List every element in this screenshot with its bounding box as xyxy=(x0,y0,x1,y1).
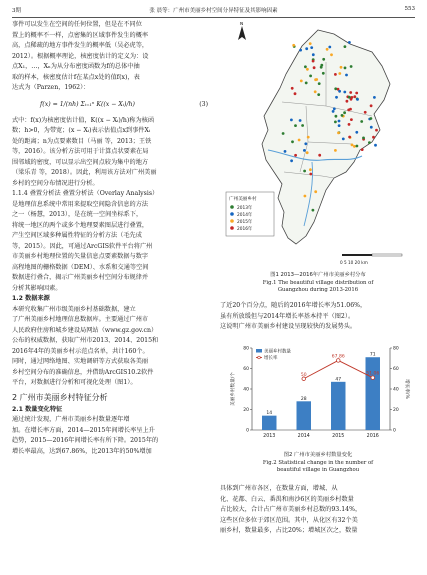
y-tick-label: 0 xyxy=(246,428,249,434)
issue-number: 3期 xyxy=(12,8,21,14)
y-tick-label-right: 20 xyxy=(393,408,399,414)
village-marker xyxy=(350,65,353,68)
legend-marker xyxy=(230,226,234,230)
x-tick-label: 2016 xyxy=(366,434,379,439)
village-marker xyxy=(343,91,346,94)
text-line: 事件可以发生在空间的任何位置，但是在不同位 xyxy=(12,21,142,28)
legend-marker xyxy=(230,219,234,223)
village-marker xyxy=(341,114,344,117)
bar-data-label: 71 xyxy=(369,352,376,358)
text-line: 之一（杨慧，2013），是在统一空间坐标系下， xyxy=(12,211,143,218)
text-line: 是地理信息系统中常用来提取空间隐含信息的方法 xyxy=(12,200,149,208)
village-marker xyxy=(309,75,312,78)
running-title: 张 晨等：广州市美丽乡村空间分异特征及其影响因素 xyxy=(149,8,278,14)
village-marker xyxy=(314,78,317,81)
text-line: 了近20个百分点，随后的2016年增长率为51.06%， xyxy=(220,302,367,309)
village-marker xyxy=(305,82,308,85)
village-marker xyxy=(370,104,373,107)
village-marker xyxy=(370,117,373,120)
village-marker xyxy=(322,72,325,75)
village-marker xyxy=(309,173,312,176)
text-line: 将统一地区的两个或多个地理要素图层进行叠置， xyxy=(12,221,149,229)
fig2-caption-en: Fig.2 Statistical change in the number of xyxy=(262,459,374,466)
village-marker xyxy=(322,58,325,61)
bar-line-chart xyxy=(226,338,412,450)
village-marker xyxy=(334,87,337,90)
text-line: 数据进行叠合，揭示广州美丽乡村空间分布规律并 xyxy=(12,274,149,281)
text-line: 取的样本，核密度估计f在某点x处的值f(x)，表 xyxy=(12,73,140,81)
y-tick-label: 80 xyxy=(243,346,249,352)
paragraph-growth-rate xyxy=(220,301,416,333)
village-marker xyxy=(334,73,337,76)
village-marker xyxy=(314,90,317,93)
village-marker xyxy=(320,64,323,67)
village-marker xyxy=(375,129,378,132)
text-line: 处的距离；n为点要素数目（马丽 等，2013；王铁 xyxy=(12,137,152,145)
bar-data-label: 14 xyxy=(266,411,273,417)
bar xyxy=(262,416,276,430)
x-tick-label: 2014 xyxy=(297,434,310,439)
left-column xyxy=(12,20,210,457)
y-tick-label: 60 xyxy=(243,367,249,373)
text-line: 平台，对数据进行分析和可视化处理（图1）。 xyxy=(12,379,137,386)
fig1-caption-zh: 图1 2013—2016年广州市美丽乡村分布 xyxy=(270,272,366,278)
village-marker xyxy=(364,111,367,114)
section-2-heading: 2 广州市美丽乡村特征分析 xyxy=(12,392,108,402)
text-line: 等，2015）。因此，可通过ArcGIS软件平台将广州 xyxy=(12,242,153,250)
village-marker xyxy=(299,119,302,122)
village-marker xyxy=(305,47,308,50)
text-line: 通过统计发现，广州市美丽乡村数量逐年增 xyxy=(12,416,130,423)
text-line: 点X₁，…，Xₙ为从分布密度函数为f的总体中抽 xyxy=(12,63,140,70)
legend-label: 2015年 xyxy=(237,220,253,225)
village-marker xyxy=(294,124,297,127)
legend-line-label: 增长率 xyxy=(264,356,278,361)
text-line: 占比较大，合计占广州市美丽乡村总数的93.14%， xyxy=(220,506,362,513)
text-line: 本研究收集广州市级美丽乡村基础数据，建立 xyxy=(12,305,136,313)
paragraph-data-source xyxy=(12,305,210,389)
text-line: 达式为（Parzen，1962）： xyxy=(12,84,90,91)
legend-label: 2013年 xyxy=(237,206,253,211)
figure-1-caption xyxy=(222,272,414,295)
text-line: 乡村空间分布的准确信息，并借助ArcGIS10.2软件 xyxy=(12,368,154,376)
text-line: 置上的概率不一样，点密集的区域事件发生的概率 xyxy=(12,31,149,39)
north-arrow-icon xyxy=(238,22,246,40)
legend-label: 2014年 xyxy=(237,213,253,218)
text-line: 化、花都、白云、番禺和南沙6区的美丽乡村数量 xyxy=(220,495,354,503)
text-line: 加。在增长率方面，2014—2015年间增长率呈上升 xyxy=(12,426,155,434)
y-tick-label-right: 40 xyxy=(393,387,399,393)
y-axis-label-left: 美丽乡村数量/个 xyxy=(231,372,236,406)
text-line: 趋势，2015—2016年间增长率有所下降。2015年的 xyxy=(12,437,159,444)
village-marker xyxy=(360,120,363,123)
text-line: 乡村的空间分布情况进行分析。 xyxy=(12,179,99,187)
village-marker xyxy=(284,150,287,153)
map-legend xyxy=(226,192,274,236)
village-marker xyxy=(348,96,351,99)
village-marker xyxy=(373,96,376,99)
village-marker xyxy=(291,87,294,90)
village-marker xyxy=(303,170,306,173)
village-marker xyxy=(356,145,359,148)
bar xyxy=(366,357,380,430)
village-marker xyxy=(372,136,375,139)
y-tick-label: 40 xyxy=(243,387,249,393)
text-line: 高，点稀疏的地方事件发生的概率低（吴必虎等， xyxy=(12,42,149,49)
subsection-2-1: 2.1 数量变化特征 xyxy=(12,405,63,413)
village-marker xyxy=(362,137,365,140)
y-tick-label-right: 60 xyxy=(393,367,399,373)
village-marker xyxy=(368,141,371,144)
village-marker xyxy=(318,154,321,157)
village-marker xyxy=(290,159,293,162)
page-number: 553 xyxy=(404,6,415,12)
village-marker xyxy=(355,92,358,95)
text-line: 高程地图的栅格数据（DEM）、水系和交通等空间 xyxy=(12,263,149,271)
legend-bar-label: 美丽乡村数量 xyxy=(264,349,291,355)
village-marker xyxy=(299,49,302,52)
village-marker xyxy=(326,48,329,51)
village-marker xyxy=(347,109,350,112)
text-line: 等，2016）。该分析方法可用于计算点状要素在局 xyxy=(12,148,149,155)
equation-text: f(x) = 1/(nh) Σᵢ₌₁ⁿ K((x − Xᵢ)/h) xyxy=(40,100,135,108)
bar xyxy=(297,401,311,430)
text-line: 式中：f(x)为核密度估计值，K((x − Xᵢ)/h)称为核函 xyxy=(12,116,155,124)
village-marker xyxy=(338,90,341,93)
text-line: 市美丽乡村地理位置的矢量信息点要素数据与数字 xyxy=(12,253,149,260)
village-marker xyxy=(344,67,347,70)
village-marker xyxy=(312,53,315,56)
fig1-caption-en: Fig.1 The beautiful village distribution of xyxy=(262,279,374,286)
bar xyxy=(331,382,345,430)
text-line: 公布的权威数据，获取广州市2013、2014、2015和 xyxy=(12,337,159,344)
figure-1-map xyxy=(222,22,414,270)
village-marker xyxy=(292,44,295,47)
rate-data-label: 50 xyxy=(300,372,307,378)
village-marker xyxy=(344,45,347,48)
village-marker xyxy=(348,136,351,139)
text-line: 围邻域的密度，可以显示出空间点较为集中的地方 xyxy=(12,158,149,166)
text-line: 增长率最高，达到67.86%，比2013年的50%增加 xyxy=(12,447,152,455)
village-marker xyxy=(303,149,306,152)
text-line: 2012）。根据概率理论，核密度估计的定义为：设 xyxy=(12,52,149,60)
running-header xyxy=(12,6,415,16)
village-marker xyxy=(314,190,317,193)
fig2-caption-zh: 图2 广州市美丽乡村数量变化 xyxy=(283,452,353,458)
guangzhou-map xyxy=(222,22,414,270)
scale-label: 0 5 10 20 km xyxy=(340,260,368,265)
legend-label: 2016年 xyxy=(237,227,253,232)
village-marker xyxy=(310,46,313,49)
text-line: 同时，通过网络地图、实地调研等方式获取各美丽 xyxy=(12,358,149,365)
village-marker xyxy=(298,139,301,142)
text-line: 这些区位多位于郊区范围。其中，从化区有32个美 xyxy=(220,516,358,524)
legend-marker xyxy=(230,212,234,216)
village-marker xyxy=(312,60,315,63)
village-marker xyxy=(345,74,348,77)
village-marker xyxy=(335,115,338,118)
village-marker xyxy=(343,111,346,114)
village-marker xyxy=(282,132,285,135)
paragraph-kernel-explain xyxy=(12,116,210,190)
village-marker xyxy=(332,110,335,113)
paragraph-kernel-density xyxy=(12,20,210,94)
village-marker xyxy=(353,95,356,98)
village-marker xyxy=(317,93,320,96)
fig1-caption-en-2: Guangzhou during 2013-2016 xyxy=(277,287,359,293)
village-marker xyxy=(300,80,303,83)
village-marker xyxy=(328,46,331,49)
y-tick-label-right: 80 xyxy=(393,346,399,352)
x-tick-label: 2013 xyxy=(263,434,276,439)
svg-text:N: N xyxy=(239,22,244,27)
village-marker xyxy=(294,154,297,157)
bar-data-label: 28 xyxy=(300,396,307,402)
paragraph-overlay xyxy=(12,189,210,294)
text-line: 产生空间区域多种属性特征的分析方法（毛先成 xyxy=(12,232,142,239)
figure-2-chart xyxy=(226,338,412,450)
y-tick-label-right: 0 xyxy=(393,428,396,434)
village-marker xyxy=(330,53,333,56)
village-marker xyxy=(306,151,309,154)
text-line: 2016年4年的美丽乡村示范点名单，共计160个。 xyxy=(12,347,149,355)
text-line: 了广州美丽乡村地理信息数据库。主要通过广州市 xyxy=(12,316,149,323)
village-marker xyxy=(313,66,316,69)
village-marker xyxy=(337,132,340,135)
village-marker xyxy=(318,82,321,85)
scale-bar xyxy=(340,254,402,265)
village-marker xyxy=(334,149,337,152)
equation-3 xyxy=(12,94,210,116)
village-marker xyxy=(342,138,345,141)
village-marker xyxy=(353,145,356,148)
text-line: 1.1.4 叠置分析法 叠置分析法（Overlay Analysis） xyxy=(12,190,159,197)
village-marker xyxy=(304,142,307,145)
header-rule xyxy=(12,17,415,18)
legend-marker xyxy=(230,205,234,209)
village-marker xyxy=(338,124,341,127)
village-marker xyxy=(338,120,341,123)
village-marker xyxy=(356,98,359,101)
figure-2-caption xyxy=(222,452,414,475)
village-marker xyxy=(335,96,338,99)
village-marker xyxy=(309,168,312,171)
village-marker xyxy=(307,136,310,139)
village-marker xyxy=(301,124,304,127)
village-marker xyxy=(340,66,343,69)
fig2-caption-en-2: beautiful village in Guangzhou xyxy=(276,467,360,473)
text-line: （梁乐青 等，2018）。因此，利用该方法对广州美丽 xyxy=(12,169,157,176)
rate-data-label: 67.86 xyxy=(331,354,345,360)
rate-data-label: 51.06 xyxy=(366,371,380,377)
equation-number: (3) xyxy=(199,100,208,108)
village-marker xyxy=(349,91,352,94)
village-marker xyxy=(351,144,354,147)
village-marker xyxy=(304,195,307,198)
subsection-1-2: 1.2 数据来源 xyxy=(12,295,50,302)
text-line: 分析其影响因素。 xyxy=(12,284,62,292)
village-marker xyxy=(346,100,349,103)
village-marker xyxy=(291,140,294,143)
text-line: 虽有所放缓但与2014年增长率基本持平（图2）。 xyxy=(220,312,355,320)
village-marker xyxy=(306,68,309,71)
legend-title: 广州美丽乡村 xyxy=(229,197,257,202)
x-tick-label: 2015 xyxy=(332,434,345,439)
village-marker xyxy=(361,148,364,151)
village-marker xyxy=(309,42,312,45)
village-marker xyxy=(338,72,341,75)
village-marker xyxy=(374,144,377,147)
village-marker xyxy=(304,65,307,68)
text-line: 丽乡村，数量最多，占比20%；增城区次之，数量 xyxy=(220,527,358,534)
legend-bar-swatch xyxy=(256,349,262,353)
village-marker xyxy=(370,126,373,129)
village-marker xyxy=(294,92,297,95)
village-marker xyxy=(334,121,337,124)
text-line: 具体到广州市各区，在数量方面，增城、从 xyxy=(220,485,338,492)
y-tick-label: 20 xyxy=(243,408,249,414)
village-marker xyxy=(348,41,351,44)
legend-line-marker xyxy=(258,356,261,359)
village-marker xyxy=(333,107,336,110)
paragraph-district-distribution xyxy=(220,484,416,537)
bar-data-label: 47 xyxy=(335,377,342,383)
text-line: 人民政府住房和城乡建设局网站（www.gz.gov.cn） xyxy=(12,326,158,334)
village-marker xyxy=(355,131,358,134)
village-marker xyxy=(312,209,315,212)
paragraph-quantity xyxy=(12,415,210,457)
y-axis-label-right: 增长率/% xyxy=(404,379,409,399)
rate-line xyxy=(304,360,373,378)
village-marker xyxy=(348,123,351,126)
text-line: 数；h>0，为带宽；(x − Xᵢ)表示估值点x到事件Xᵢ xyxy=(12,127,151,134)
text-line: 这说明广州市美丽乡村建设呈现较快的发展势头。 xyxy=(220,323,357,330)
village-marker xyxy=(350,118,353,121)
village-marker xyxy=(290,119,293,122)
